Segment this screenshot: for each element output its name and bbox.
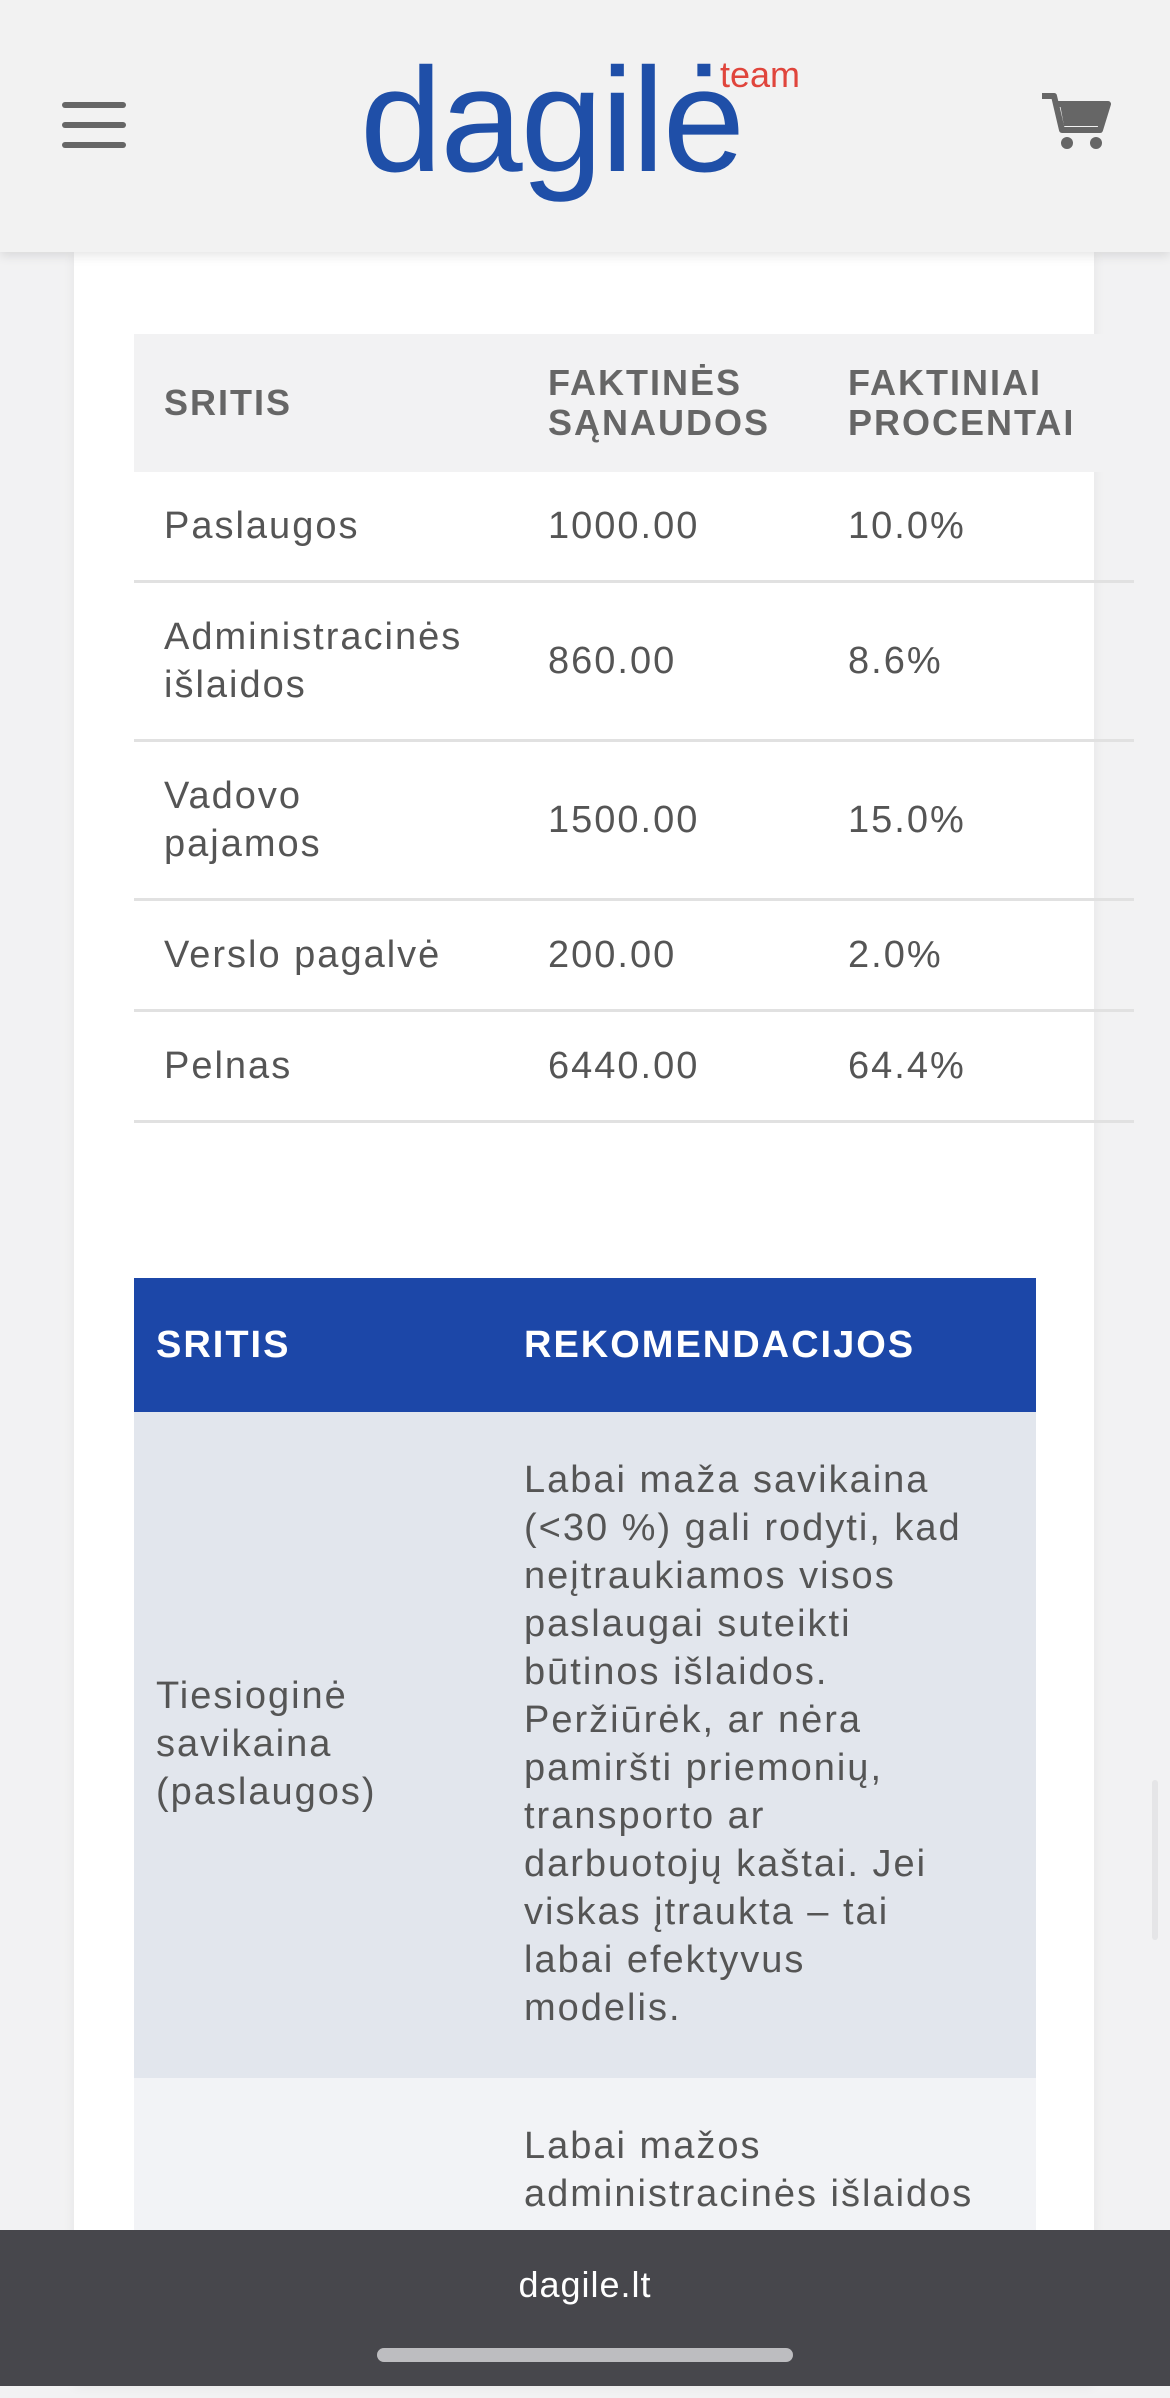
costs-table-scroll[interactable] (134, 334, 1076, 1374)
cell-procentai: 64.4% (818, 1011, 1134, 1122)
cell-rekomendacija: Labai maža savikaina (<30 %) gali rodyti, kad neįtraukiamos visos paslaugai suteikti būtinos išlaidos. Peržiūrėk, ar nėra pamiršti priemonių, transporto ar darbuotojų kaštai. Jei viskas įtraukta – tai labai efektyvus modelis. (502, 1412, 1036, 2078)
cell-rekomendacija: Labai mažos administracinės išlaidos (502, 2078, 1036, 2264)
table-row (134, 1011, 1134, 1122)
hamburger-menu-icon[interactable] (62, 100, 128, 150)
cell-sanaudos: 860.00 (518, 582, 818, 741)
menu-bar (62, 142, 126, 148)
cell-sritis: Paslaugos (134, 472, 518, 582)
col-header-rekomendacijos: REKOMENDACIJOS (502, 1278, 1036, 1412)
content-card (74, 252, 1094, 2386)
menu-bar (62, 122, 126, 128)
col-header-faktines-sanaudos: FAKTINĖS SĄNAUDOS (518, 334, 818, 472)
site-logo[interactable] (360, 36, 820, 206)
cell-sanaudos: 6440.00 (518, 1011, 818, 1122)
cell-procentai: 8.6% (818, 582, 1134, 741)
table-row (134, 1412, 1036, 2078)
cell-sanaudos: 200.00 (518, 900, 818, 1011)
cell-sritis: Tiesioginė savikaina (paslaugos) (134, 1412, 502, 2078)
logo-team-label: team (720, 54, 801, 95)
table-header-row (134, 1278, 1036, 1412)
cell-sanaudos: 1000.00 (518, 472, 818, 582)
shopping-cart-icon[interactable] (1040, 90, 1110, 152)
address-bar-url[interactable]: dagile.lt (518, 2264, 652, 2305)
table-row (134, 472, 1134, 582)
table-row (134, 900, 1134, 1011)
cell-procentai: 15.0% (818, 741, 1134, 900)
home-indicator[interactable] (377, 2348, 793, 2362)
cell-sritis: Administracinės išlaidos (134, 582, 518, 741)
logo-wordmark: dagilė (360, 38, 744, 203)
browser-bottom-bar (0, 2230, 1170, 2386)
col-header-sritis: SRITIS (134, 1278, 502, 1412)
cell-sanaudos: 1500.00 (518, 741, 818, 900)
menu-bar (62, 102, 126, 108)
col-header-faktiniai-procentai: FAKTINIAI PROCENTAI (818, 334, 1134, 472)
cell-procentai: 2.0% (818, 900, 1134, 1011)
cell-sritis: Verslo pagalvė (134, 900, 518, 1011)
page-scrollbar[interactable] (1152, 1780, 1158, 1940)
site-header (0, 0, 1170, 252)
recommendations-table (134, 1278, 1036, 2264)
cell-sritis: Pelnas (134, 1011, 518, 1122)
table-row (134, 741, 1134, 900)
col-header-sritis: SRITIS (134, 334, 518, 472)
table-header-row (134, 334, 1134, 472)
cell-procentai: 10.0% (818, 472, 1134, 582)
cell-sritis: Vadovo pajamos (134, 741, 518, 900)
table-row (134, 582, 1134, 741)
costs-table (134, 334, 1134, 1123)
